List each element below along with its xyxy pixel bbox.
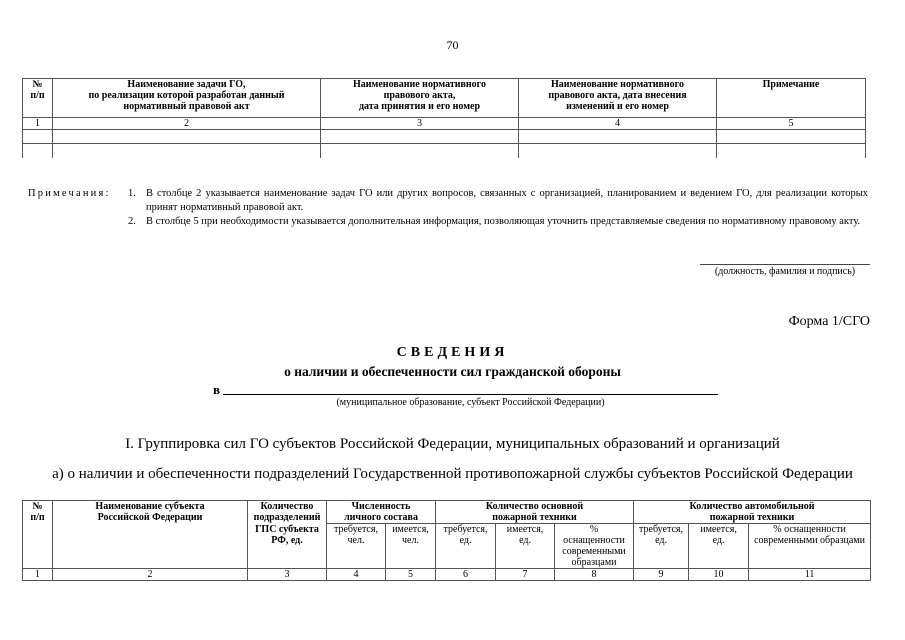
header-act-changes: Наименование нормативного правового акта, дата внесения изменений и его номер xyxy=(519,79,717,118)
fire-service-table xyxy=(22,500,871,581)
col-number: 2 xyxy=(53,569,248,581)
header-task-name: Наименование задачи ГО, по реализации которой разработан данный нормативный правовой акт xyxy=(53,79,321,118)
header-equipment: Количество основной пожарной техники xyxy=(436,501,634,524)
header-num: № п/п xyxy=(23,501,53,569)
sub-available-units-vehicles: имеется, ед. xyxy=(689,524,749,569)
sub-modern-pct: % оснащенности современными образцами xyxy=(555,524,634,569)
header-vehicles: Количество автомобильной пожарной техники xyxy=(634,501,871,524)
note-item xyxy=(128,187,868,214)
note-number: 1. xyxy=(128,188,136,199)
col-number: 2 xyxy=(53,118,321,130)
document-subtitle: о наличии и обеспеченности сил гражданской обороны xyxy=(284,364,621,379)
col-number: 4 xyxy=(519,118,717,130)
table-row xyxy=(23,144,866,159)
sub-modern-pct-vehicles: % оснащенности современными образцами xyxy=(749,524,871,569)
sub-required-units: требуется, ед. xyxy=(436,524,496,569)
document-title: СВЕДЕНИЯ xyxy=(396,345,509,360)
header-note: Примечание xyxy=(717,79,866,118)
col-number: 10 xyxy=(689,569,749,581)
table-cell xyxy=(717,130,866,144)
note-number: 2. xyxy=(128,216,136,227)
col-number: 3 xyxy=(248,569,327,581)
table-row xyxy=(23,130,866,144)
signature-line xyxy=(700,264,870,265)
header-staff: Численность личного состава xyxy=(327,501,436,524)
column-numbers-row xyxy=(23,118,866,130)
header-act-name: Наименование нормативного правового акта, дата принятия и его номер xyxy=(321,79,519,118)
notes-label: Примечания: xyxy=(28,188,111,199)
sub-required-units-vehicles: требуется, ед. xyxy=(634,524,689,569)
col-number: 1 xyxy=(23,118,53,130)
table-cell xyxy=(53,130,321,144)
header-units-sub: ГПС субъекта РФ, ед. xyxy=(248,524,327,569)
municipality-caption: (муниципальное образование, субъект Российской Федерации) xyxy=(336,397,605,408)
municipality-fill-line xyxy=(223,394,718,395)
sub-available-units: имеется, ед. xyxy=(496,524,555,569)
table-cell xyxy=(519,144,717,159)
note-text: В столбце 2 указывается наименование задач ГО или других вопросов, связанных с организацией, планированием и ведением ГО, для реализации которых принят нормативный правовой акт. xyxy=(146,188,868,213)
signature-caption: (должность, фамилия и подпись) xyxy=(714,266,856,277)
col-number: 11 xyxy=(749,569,871,581)
note-item xyxy=(128,215,868,229)
page-number: 70 xyxy=(446,38,459,52)
header-units: Количество подразделений xyxy=(248,501,327,524)
col-number: 5 xyxy=(386,569,436,581)
column-numbers-row xyxy=(23,569,871,581)
sub-required-people: требуется, чел. xyxy=(327,524,386,569)
table-cell xyxy=(53,144,321,159)
subsection-heading: а) о наличии и обеспеченности подразделений Государственной противопожарной службы субъектов Российской Федерации xyxy=(52,466,853,482)
header-subject: Наименование субъекта Российской Федерации xyxy=(53,501,248,569)
header-num: № п/п xyxy=(23,79,53,118)
col-number: 8 xyxy=(555,569,634,581)
col-number: 6 xyxy=(436,569,496,581)
in-prefix: в xyxy=(213,382,221,397)
col-number: 4 xyxy=(327,569,386,581)
col-number: 7 xyxy=(496,569,555,581)
regulatory-acts-table xyxy=(22,78,866,158)
table-cell xyxy=(519,130,717,144)
note-text: В столбце 5 при необходимости указывается дополнительная информация, позволяющая уточнить представляемые сведения по нормативному правовому акту. xyxy=(146,216,861,227)
col-number: 3 xyxy=(321,118,519,130)
table-cell xyxy=(717,144,866,159)
section-heading: I. Группировка сил ГО субъектов Российской Федерации, муниципальных образований и организаций xyxy=(125,436,780,452)
table-cell xyxy=(23,144,53,159)
form-label: Форма 1/СГО xyxy=(788,314,870,329)
col-number: 5 xyxy=(717,118,866,130)
table-cell xyxy=(321,144,519,159)
col-number: 1 xyxy=(23,569,53,581)
sub-available-people: имеется, чел. xyxy=(386,524,436,569)
table-cell xyxy=(321,130,519,144)
table-cell xyxy=(23,130,53,144)
col-number: 9 xyxy=(634,569,689,581)
